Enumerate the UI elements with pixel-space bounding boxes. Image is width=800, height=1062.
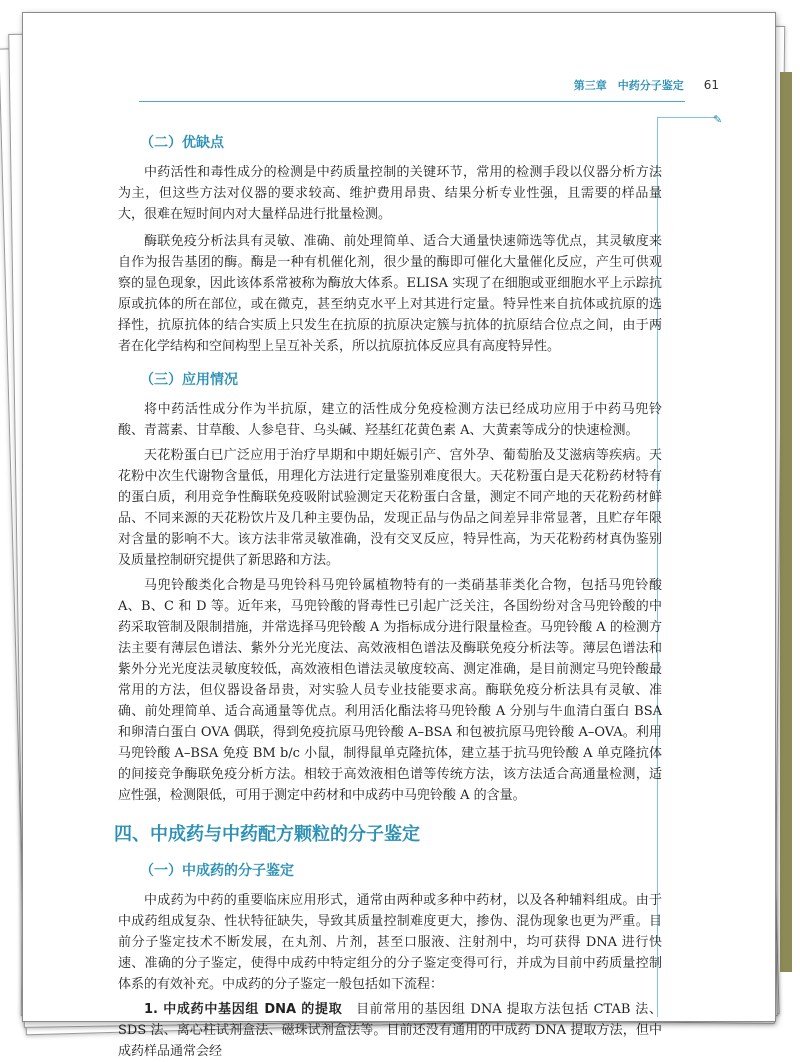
paragraph: 将中药活性成分作为半抗原，建立的活性成分免疫检测方法已经成功应用于中药马兜铃酸、青蒿素、甘草酸、人参皂苷、乌头碱、羟基红花黄色素 A、大黄素等成分的快速检测。 bbox=[118, 402, 662, 438]
paragraph: 马兜铃酸类化合物是马兜铃科马兜铃属植物特有的一类硝基菲类化合物，包括马兜铃酸 A、B、C 和 D 等。近年来，马兜铃酸的肾毒性已引起广泛关注，各国纷纷对含马兜铃酸的中药采取管制及限制措施，并常选择马兜铃酸 A 为指标成分进行限量检查。马兜铃酸 A 的检测方法主要有薄层色谱法、紫外分光光度法、高效液相色谱法及酶联免疫分析法等。薄层色谱法和紫外分光光度法灵敏度较低，高效液相色谱法灵敏度较高、测定准确，是目前测定马兜铃酸最常用的方法，但仪器设备昂贵，对实验人员专业技能要求高。酶联免疫分析法具有灵敏、准确、前处理简单、适合高通量等优点。利用活化酯法将马兜铃酸 A 分别与牛血清白蛋白 BSA 和卵清白蛋白 OVA 偶联，得到免疫抗原马兜铃酸 A–BSA 和包被抗原马兜铃酸 A–OVA。利用马兜铃酸 A–BSA 免疫 BM b/c 小鼠，制得鼠单克隆抗体，建立基于抗马兜铃酸 A 单克隆抗体的间接竞争酶联免疫分析方法。相较于高效液相色谱等传统方法，该方法适合高通量检测，适应性强，检测限低，可用于测定中药材和中成药中马兜铃酸 A 的含量。 bbox=[118, 578, 662, 803]
margin-note-rule bbox=[657, 117, 717, 118]
paragraph: 天花粉蛋白已广泛应用于治疗早期和中期妊娠引产、宫外孕、葡萄胎及艾滋病等疾病。天花粉中次生代谢物含量低，用理化方法进行定量鉴别难度很大。天花粉蛋白是天花粉药材特有的蛋白质，利用竞争性酶联免疫吸附试验测定天花粉蛋白含量，测定不同产地的天花粉药材鲜品、不同来源的天花粉饮片及几种主要伪品，发现正品与伪品之间差异非常显著，且贮存年限对含量的影响不大。该方法非常灵敏准确，没有交叉反应，特异性高，为天花粉药材真伪鉴别及质量控制研究提供了新思路和方法。 bbox=[118, 448, 662, 568]
section-heading: （三）应用情况 bbox=[140, 372, 238, 388]
paragraph bbox=[118, 999, 662, 1062]
chapter-title: 第三章 中药分子鉴定 bbox=[573, 79, 684, 92]
pen-icon: ✎ bbox=[713, 113, 723, 126]
page-number: 61 bbox=[703, 78, 719, 92]
page-content bbox=[114, 132, 662, 1062]
paragraph: 中成药为中药的重要临床应用形式，通常由两种或多种中药材，以及各种辅料组成。由于中成药组成复杂、性状特征缺失，导致其质量控制难度更大，掺伪、混伪现象也更为严重。目前分子鉴定技术不断发展，在丸剂、片剂，甚至口服液、注射剂中，均可获得 DNA 进行快速、准确的分子鉴定，使得中成药中特定组分的分子鉴定变得可行，并成为目前中药质量控制体系的有效补充。中成药的分子鉴定一般包括如下流程： bbox=[118, 893, 662, 992]
section-heading: （二）优缺点 bbox=[140, 135, 224, 151]
paragraph-text: 目前常用的基因组 DNA 提取方法包括 CTAB 法、SDS 法、离心柱试剂盒法、磁珠试剂盒法等。目前还没有通用的中成药 DNA 提取方法，但中成药样品通常会经 bbox=[118, 1002, 662, 1059]
page-header bbox=[574, 77, 719, 93]
section-heading: （一）中成药的分子鉴定 bbox=[140, 863, 294, 879]
paragraph: 中药活性和毒性成分的检测是中药质量控制的关键环节，常用的检测手段以仪器分析方法为主，但这些方法对仪器的要求较高、维护费用昂贵、结果分析专业性强，且需要的样品量大，很难在短时间内对大量样品进行批量检测。 bbox=[118, 165, 662, 222]
paragraph-lead: 1. 中成药中基因组 DNA 的提取 bbox=[144, 1002, 343, 1017]
paragraph: 酶联免疫分析法具有灵敏、准确、前处理简单、适合大通量快速筛选等优点，其灵敏度来自作为报告基团的酶。酶是一种有机催化剂，很少量的酶即可催化大量催化反应，产生可供观察的显色现象，因此该体系常被称为酶放大体系。ELISA 实现了在细胞或亚细胞水平上示踪抗原或抗体的所在部位，或在微克，甚至纳克水平上对其进行定量。特异性来自抗体或抗原的选择性，抗原抗体的结合实质上只发生在抗原的抗原决定簇与抗体的抗原结合位点之间，由于两者在化学结构和空间构型上呈互补关系，所以抗原抗体反应具有高度特异性。 bbox=[118, 234, 662, 354]
header-rule bbox=[139, 101, 685, 102]
book-edge bbox=[780, 72, 792, 972]
chapter-section-heading: 四、中成药与中药配方颗粒的分子鉴定 bbox=[114, 824, 420, 845]
